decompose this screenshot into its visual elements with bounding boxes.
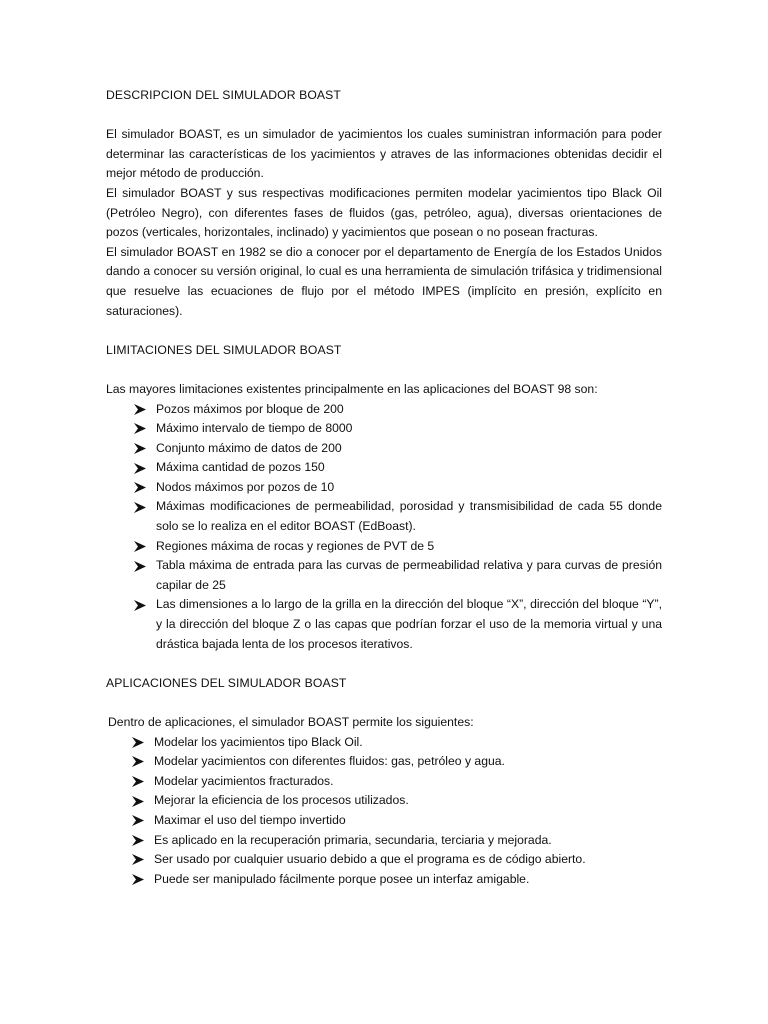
paragraph: El simulador BOAST y sus respectivas modificaciones permiten modelar yacimientos tipo Black Oil (Petróleo Negro), con diferentes fases de fluidos (gas, petróleo, agua), diversas orientaciones de pozos (verticales, horizontales, inclinado) y yacimientos que posean o no posean fracturas. bbox=[106, 185, 662, 240]
list-item-text: Nodos máximos por pozos de 10 bbox=[156, 479, 335, 494]
arrowhead-bullet-icon bbox=[134, 595, 148, 615]
section-heading-descripcion: DESCRIPCION DEL SIMULADOR BOAST bbox=[106, 88, 341, 102]
list-item-text: Las dimensiones a lo largo de la grilla en la dirección del bloque “X”, dirección del bloque “Y”, y la dirección del bloque Z o las capas que podrían forzar el uso de la memoria virtual y una drástica bajada lenta de los procesos iterativos. bbox=[156, 597, 662, 651]
arrowhead-bullet-icon bbox=[134, 419, 148, 439]
list-item bbox=[106, 850, 662, 870]
list-item bbox=[106, 419, 662, 439]
list-item bbox=[106, 537, 662, 557]
section-intro: Dentro de aplicaciones, el simulador BOAST permite los siguientes: bbox=[108, 715, 474, 729]
arrowhead-bullet-icon bbox=[132, 831, 146, 851]
list-item bbox=[106, 772, 662, 792]
list-item-text: Ser usado por cualquier usuario debido a que el programa es de código abierto. bbox=[154, 852, 586, 867]
list-item-text: Maximar el uso del tiempo invertido bbox=[154, 812, 346, 827]
arrowhead-bullet-icon bbox=[134, 537, 148, 557]
list-item bbox=[106, 439, 662, 459]
list-item bbox=[106, 752, 662, 772]
list-item bbox=[106, 791, 662, 811]
arrowhead-bullet-icon bbox=[132, 811, 146, 831]
list-item bbox=[106, 400, 662, 420]
document-page bbox=[106, 86, 662, 889]
list-item-text: Modelar los yacimientos tipo Black Oil. bbox=[154, 734, 363, 749]
applications-list bbox=[106, 733, 662, 890]
arrowhead-bullet-icon bbox=[134, 439, 148, 459]
list-item bbox=[106, 831, 662, 851]
arrowhead-bullet-icon bbox=[134, 400, 148, 420]
list-item-text: Mejorar la eficiencia de los procesos utilizados. bbox=[154, 793, 409, 808]
arrowhead-bullet-icon bbox=[132, 733, 146, 753]
list-item bbox=[106, 733, 662, 753]
arrowhead-bullet-icon bbox=[134, 497, 148, 517]
section-heading-limitaciones: LIMITACIONES DEL SIMULADOR BOAST bbox=[106, 342, 342, 357]
list-item-text: Pozos máximos por bloque de 200 bbox=[156, 401, 344, 416]
list-item bbox=[106, 458, 662, 478]
arrowhead-bullet-icon bbox=[132, 850, 146, 870]
list-item-text: Puede ser manipulado fácilmente porque posee un interfaz amigable. bbox=[154, 871, 530, 886]
list-item-text: Máximo intervalo de tiempo de 8000 bbox=[156, 421, 353, 436]
arrowhead-bullet-icon bbox=[134, 458, 148, 478]
list-item bbox=[106, 870, 662, 890]
list-item-text: Máximas modificaciones de permeabilidad, porosidad y transmisibilidad de cada 55 donde solo se lo realiza en el editor BOAST (EdBoast). bbox=[156, 499, 662, 534]
list-item-text: Regiones máxima de rocas y regiones de PVT de 5 bbox=[156, 538, 435, 553]
list-item-text: Máxima cantidad de pozos 150 bbox=[156, 460, 325, 475]
arrowhead-bullet-icon bbox=[134, 556, 148, 576]
list-item-text: Modelar yacimientos fracturados. bbox=[154, 773, 334, 788]
section-heading-aplicaciones: APLICACIONES DEL SIMULADOR BOAST bbox=[106, 675, 347, 690]
list-item bbox=[106, 497, 662, 536]
paragraph: El simulador BOAST, es un simulador de yacimientos los cuales suministran información para poder determinar las características de los yacimientos y atraves de las informaciones obtenidas decidir el mejor método de producción. bbox=[106, 127, 662, 181]
arrowhead-bullet-icon bbox=[132, 772, 146, 792]
arrowhead-bullet-icon bbox=[132, 791, 146, 811]
list-item-text: Tabla máxima de entrada para las curvas de permeabilidad relativa y para curvas de presión capilar de 25 bbox=[156, 558, 662, 592]
list-item-text: Es aplicado en la recuperación primaria, secundaria, terciaria y mejorada. bbox=[154, 832, 552, 847]
list-item bbox=[106, 556, 662, 595]
list-item-text: Conjunto máximo de datos de 200 bbox=[156, 440, 342, 455]
arrowhead-bullet-icon bbox=[132, 752, 146, 772]
section-intro: Las mayores limitaciones existentes principalmente en las aplicaciones del BOAST 98 son: bbox=[106, 381, 598, 396]
arrowhead-bullet-icon bbox=[132, 870, 146, 890]
arrowhead-bullet-icon bbox=[134, 478, 148, 498]
list-item-text: Modelar yacimientos con diferentes fluidos: gas, petróleo y agua. bbox=[154, 754, 505, 769]
list-item bbox=[106, 811, 662, 831]
limitations-list bbox=[106, 400, 662, 655]
list-item bbox=[106, 595, 662, 654]
list-item bbox=[106, 478, 662, 498]
paragraph: El simulador BOAST en 1982 se dio a conocer por el departamento de Energía de los Estados Unidos dando a conocer su versión original, lo cual es una herramienta de simulación trifásica y tridimensional que resuelve las ecuaciones de flujo por el método IMPES (implícito en presión, explícito en saturaciones). bbox=[106, 244, 662, 318]
